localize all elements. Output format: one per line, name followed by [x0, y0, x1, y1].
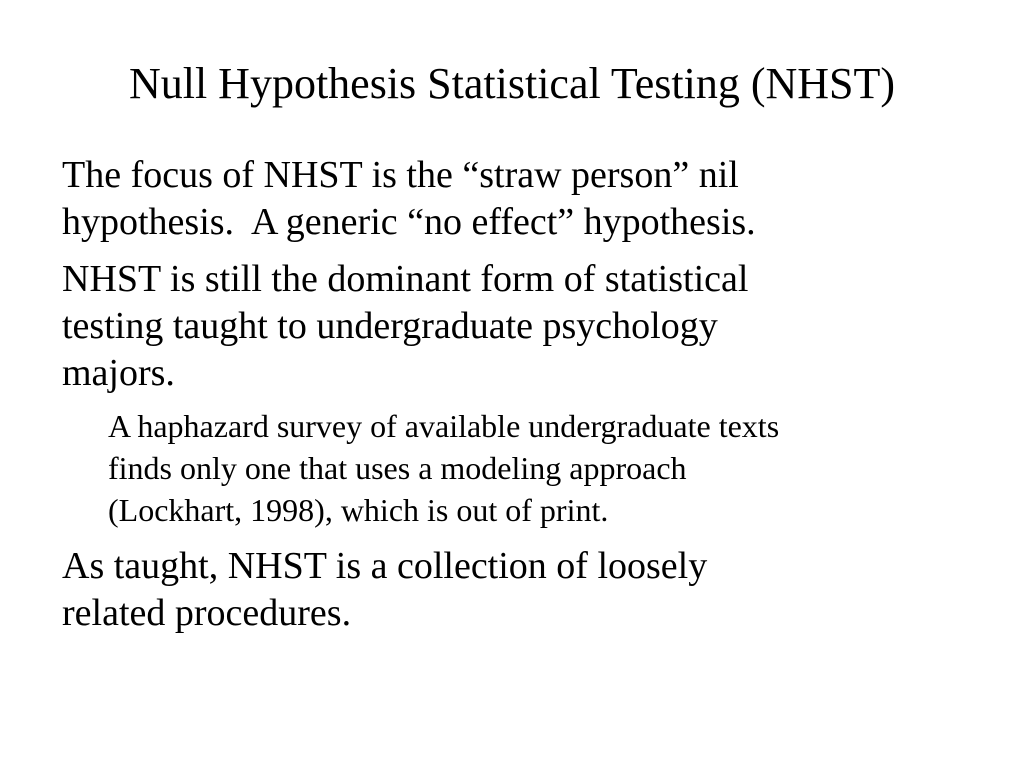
- paragraph-dominant-form: [62, 256, 962, 397]
- paragraph-line: NHST is still the dominant form of statistical: [62, 258, 749, 300]
- paragraph-line: (Lockhart, 1998), which is out of print.: [108, 492, 609, 528]
- paragraph-line: hypothesis. A generic “no effect” hypothesis.: [62, 201, 756, 243]
- paragraph-nil-hypothesis: [62, 152, 962, 246]
- slide-body: [62, 152, 962, 647]
- subparagraph-survey: [108, 405, 958, 531]
- paragraph-collection: [62, 543, 962, 637]
- paragraph-line: The focus of NHST is the “straw person” nil: [62, 154, 739, 196]
- paragraph-line: As taught, NHST is a collection of loosely: [62, 545, 708, 587]
- slide-title: Null Hypothesis Statistical Testing (NHST): [128, 59, 896, 108]
- paragraph-line: majors.: [62, 352, 175, 394]
- paragraph-line: testing taught to undergraduate psychology: [62, 305, 718, 347]
- paragraph-line: A haphazard survey of available undergraduate texts: [108, 408, 780, 444]
- paragraph-line: finds only one that uses a modeling approach: [108, 450, 687, 486]
- paragraph-line: related procedures.: [62, 592, 352, 634]
